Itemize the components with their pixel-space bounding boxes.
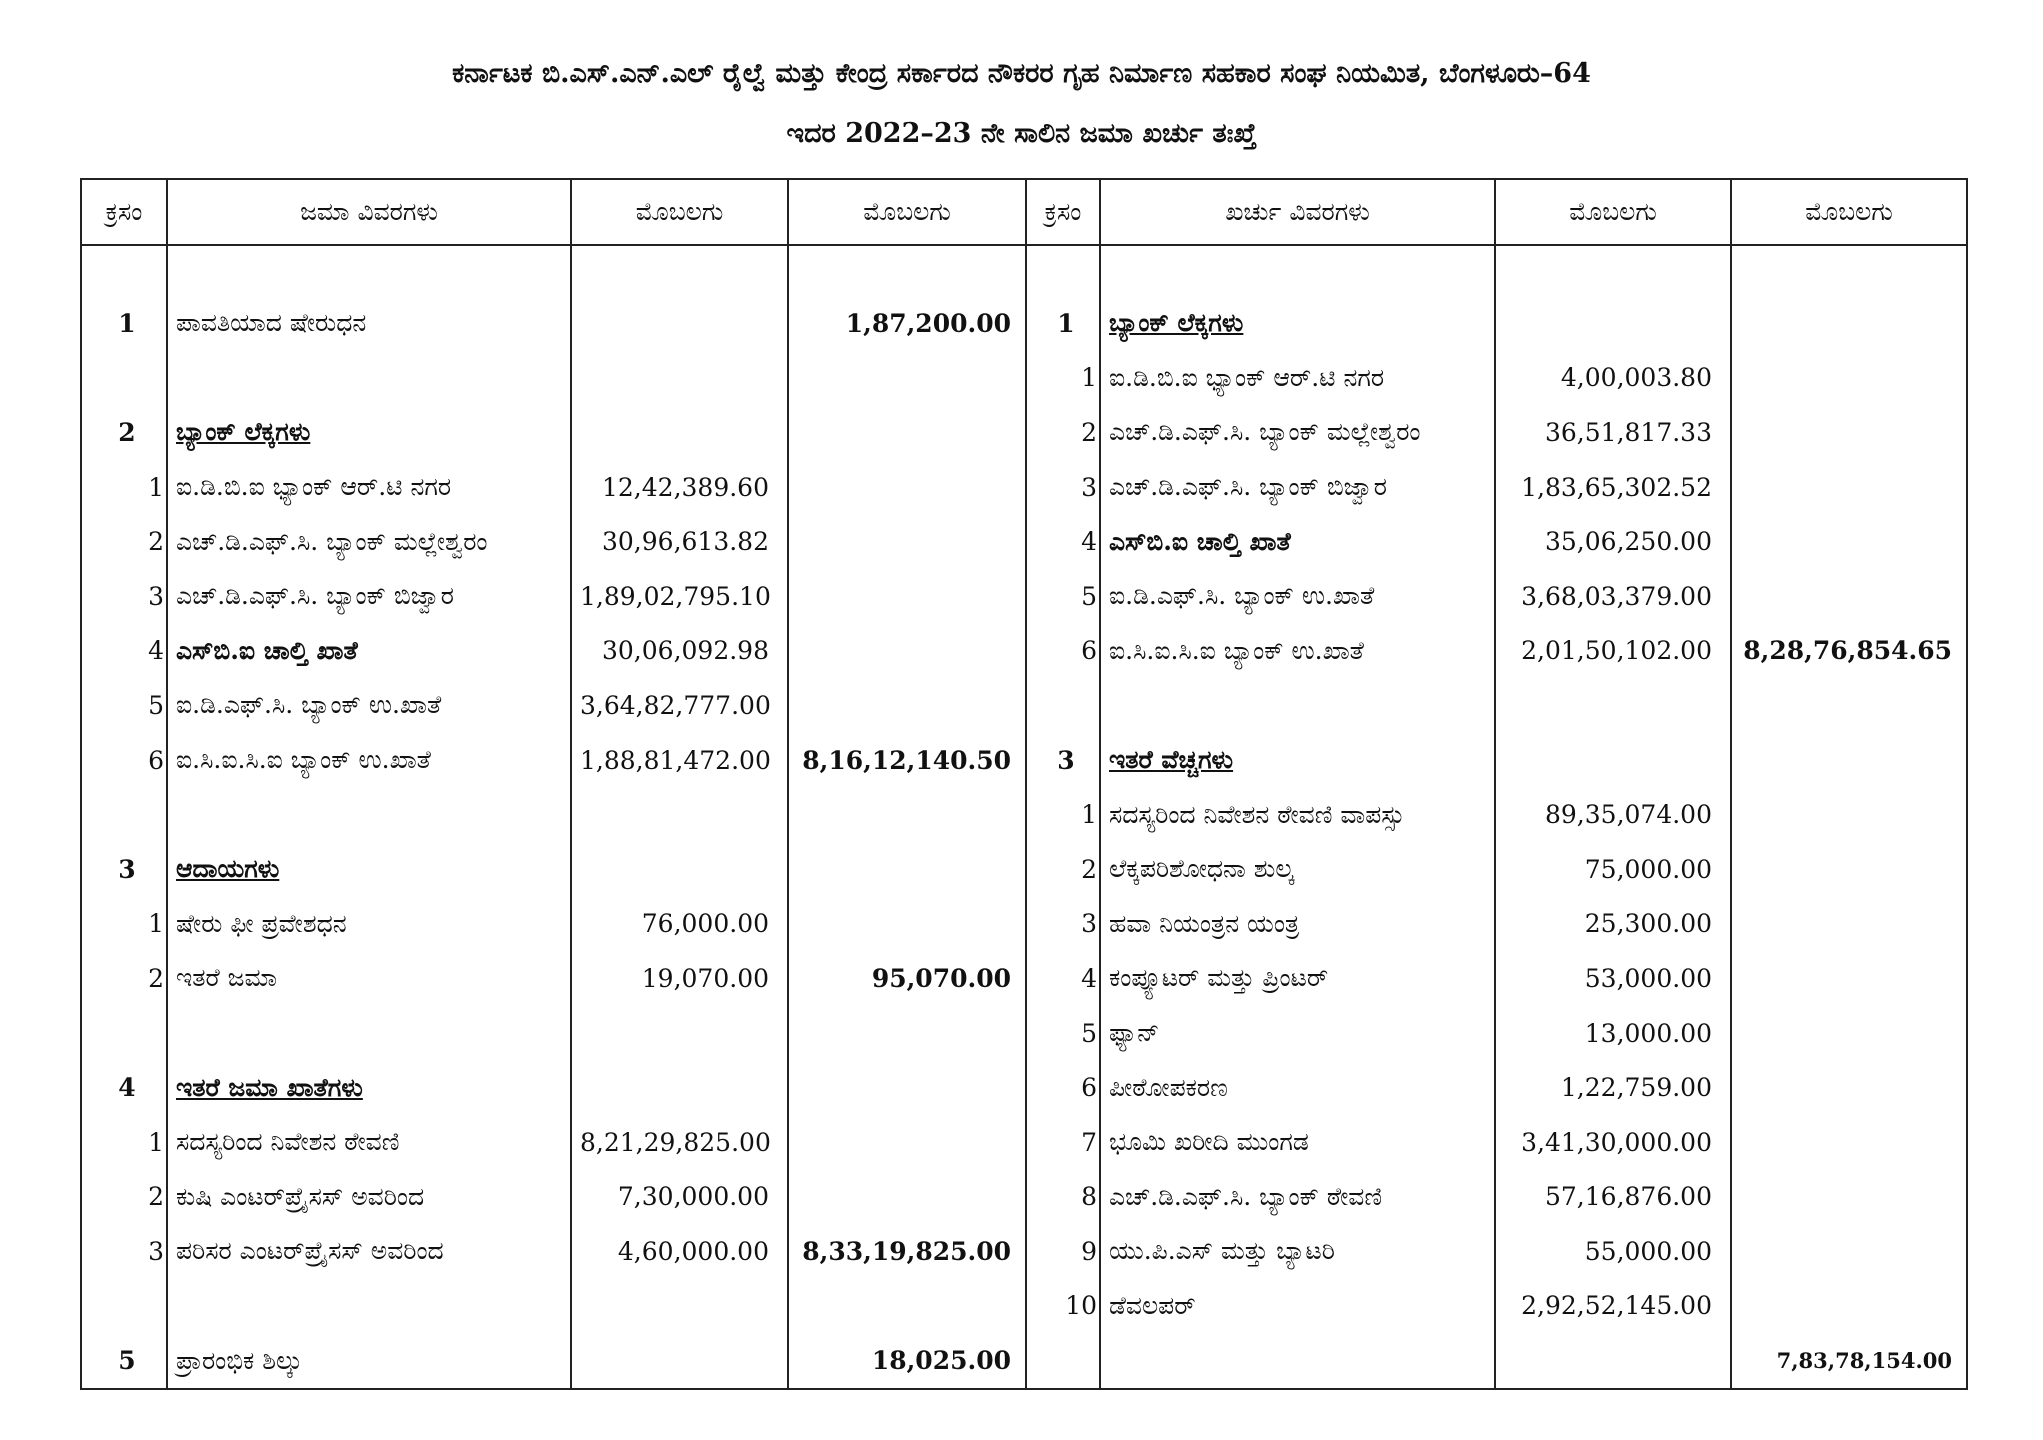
receipt-amount: 3,64,82,777.00 [571, 678, 788, 733]
payment-amount: 2,92,52,145.00 [1495, 1279, 1731, 1334]
receipt-amount [571, 842, 788, 897]
receipt-description: ಎಸ್‌ಬಿ.ಐ ಚಾಲ್ತಿ ಖಾತೆ [167, 624, 571, 679]
payment-amount: 25,300.00 [1495, 897, 1731, 952]
payment-serial: 1 [1026, 296, 1100, 351]
payment-serial: 6 [1026, 624, 1100, 679]
table-row [81, 405, 1967, 460]
header-amount-left-2: ಮೊಬಲಗು [788, 179, 1026, 245]
payment-amount [1495, 1333, 1731, 1389]
table-row [81, 1170, 1967, 1225]
payment-amount: 13,000.00 [1495, 1006, 1731, 1061]
receipt-serial: 2 [81, 951, 167, 1006]
document-subtitle: ಇದರ 2022–23 ನೇ ಸಾಲಿನ ಜಮಾ ಖರ್ಚು ತಃಖ್ತೆ [786, 118, 1257, 149]
payment-total [1731, 1006, 1967, 1061]
payment-total [1731, 245, 1967, 296]
receipt-description: ಐ.ಡಿ.ಎಫ್.ಸಿ. ಬ್ಯಾಂಕ್ ಉ.ಖಾತೆ [167, 678, 571, 733]
receipt-total [788, 245, 1026, 296]
header-sn-right: ಕ್ರಸಂ [1026, 179, 1100, 245]
receipt-serial [81, 787, 167, 842]
payment-amount: 89,35,074.00 [1495, 787, 1731, 842]
header-payments-description: ಖರ್ಚು ವಿವರಗಳು [1100, 179, 1495, 245]
receipt-description: ಷೇರು ಫೀ ಪ್ರವೇಶಧನ [167, 897, 571, 952]
receipt-description: ಕುಷಿ ಎಂಟರ್‌ಪ್ರೈಸಸ್ ಅವರಿಂದ [167, 1170, 571, 1225]
receipt-serial [81, 1006, 167, 1061]
receipt-description [167, 1006, 571, 1061]
payment-serial: 2 [1026, 405, 1100, 460]
payment-description: ಲೆಕ್ಕಪರಿಶೋಧನಾ ಶುಲ್ಕ [1100, 842, 1495, 897]
payment-amount: 53,000.00 [1495, 951, 1731, 1006]
payment-description: ಬ್ಯಾಂಕ್ ಲೆಕ್ಕಗಳು [1100, 296, 1495, 351]
receipt-total: 8,16,12,140.50 [788, 733, 1026, 788]
header-amount-left-1: ಮೊಬಲಗು [571, 179, 788, 245]
receipt-serial [81, 1279, 167, 1334]
table-row [81, 842, 1967, 897]
receipt-amount: 12,42,389.60 [571, 460, 788, 515]
receipt-amount [571, 245, 788, 296]
receipt-total [788, 842, 1026, 897]
receipt-total: 95,070.00 [788, 951, 1026, 1006]
header-sn-left: ಕ್ರಸಂ [81, 179, 167, 245]
payment-amount: 2,01,50,102.00 [1495, 624, 1731, 679]
table-header-row [81, 179, 1967, 245]
payment-description [1100, 678, 1495, 733]
receipt-serial: 4 [81, 1060, 167, 1115]
receipt-amount: 1,89,02,795.10 [571, 569, 788, 624]
payment-amount [1495, 245, 1731, 296]
payment-description: ಐ.ಡಿ.ಬಿ.ಐ ಭ್ಯಾಂಕ್ ಆರ್.ಟಿ ನಗರ [1100, 351, 1495, 406]
payment-description: ಎಚ್.ಡಿ.ಎಫ್.ಸಿ. ಬ್ಯಾಂಕ್ ಮಲ್ಲೇಶ್ವರಂ [1100, 405, 1495, 460]
receipt-amount: 19,070.00 [571, 951, 788, 1006]
receipt-description [167, 787, 571, 842]
table-row [81, 514, 1967, 569]
payment-total [1731, 1224, 1967, 1279]
receipt-amount: 1,88,81,472.00 [571, 733, 788, 788]
receipt-description [167, 1279, 571, 1334]
receipt-description: ಸದಸ್ಯರಿಂದ ನಿವೇಶನ ಠೇವಣಿ [167, 1115, 571, 1170]
payment-total [1731, 733, 1967, 788]
receipt-serial: 2 [81, 1170, 167, 1225]
payment-total [1731, 1115, 1967, 1170]
receipt-serial: 2 [81, 405, 167, 460]
payment-amount: 57,16,876.00 [1495, 1170, 1731, 1225]
receipt-description: ಎಚ್.ಡಿ.ಎಫ್.ಸಿ. ಬ್ಯಾಂಕ್ ಬಿಜ್ವಾರ [167, 569, 571, 624]
payment-total [1731, 351, 1967, 406]
receipt-amount: 30,06,092.98 [571, 624, 788, 679]
payment-description: ಇತರೆ ವೆಚ್ಚಗಳು [1100, 733, 1495, 788]
payment-serial: 6 [1026, 1060, 1100, 1115]
receipt-description [167, 351, 571, 406]
receipt-total [788, 351, 1026, 406]
receipt-serial: 3 [81, 1224, 167, 1279]
receipt-description: ಐ.ಸಿ.ಐ.ಸಿ.ಐ ಬ್ಯಾಂಕ್ ಉ.ಖಾತೆ [167, 733, 571, 788]
receipt-serial: 5 [81, 1333, 167, 1389]
payment-description: ಭೂಮಿ ಖರೀದಿ ಮುಂಗಡ [1100, 1115, 1495, 1170]
receipt-total [788, 1279, 1026, 1334]
payment-description: ಸದಸ್ಯರಿಂದ ನಿವೇಶನ ಠೇವಣಿ ವಾಪಸ್ಸು [1100, 787, 1495, 842]
payment-total [1731, 460, 1967, 515]
payment-total [1731, 897, 1967, 952]
payment-serial: 10 [1026, 1279, 1100, 1334]
payment-serial: 5 [1026, 569, 1100, 624]
receipt-description: ಪ್ರಾರಂಭಿಕ ಶಿಲ್ಕು [167, 1333, 571, 1389]
receipt-amount: 7,30,000.00 [571, 1170, 788, 1225]
payment-serial [1026, 245, 1100, 296]
table-row [81, 1279, 1967, 1334]
receipt-total [788, 1060, 1026, 1115]
payment-description: ಎಸ್‌ಬಿ.ಐ ಚಾಲ್ತಿ ಖಾತೆ [1100, 514, 1495, 569]
receipt-serial: 1 [81, 296, 167, 351]
payment-serial [1026, 678, 1100, 733]
payment-total [1731, 514, 1967, 569]
receipt-serial: 3 [81, 842, 167, 897]
receipt-amount [571, 1060, 788, 1115]
payment-serial: 4 [1026, 951, 1100, 1006]
table-row [81, 787, 1967, 842]
payment-amount: 3,68,03,379.00 [1495, 569, 1731, 624]
receipt-amount: 4,60,000.00 [571, 1224, 788, 1279]
payment-total [1731, 569, 1967, 624]
receipt-total: 1,87,200.00 [788, 296, 1026, 351]
table-row [81, 1115, 1967, 1170]
table-row [81, 624, 1967, 679]
receipt-total [788, 897, 1026, 952]
payment-serial: 4 [1026, 514, 1100, 569]
payment-total [1731, 842, 1967, 897]
receipt-description: ಎಚ್.ಡಿ.ಎಫ್.ಸಿ. ಬ್ಯಾಂಕ್ ಮಲ್ಲೇಶ್ವರಂ [167, 514, 571, 569]
table-row [81, 351, 1967, 406]
payment-serial: 2 [1026, 842, 1100, 897]
receipts-payments-table [80, 178, 1968, 1390]
receipt-total [788, 678, 1026, 733]
table-row [81, 678, 1967, 733]
payment-amount: 4,00,003.80 [1495, 351, 1731, 406]
receipt-amount: 30,96,613.82 [571, 514, 788, 569]
payment-description: ಐ.ಸಿ.ಐ.ಸಿ.ಐ ಬ್ಯಾಂಕ್ ಉ.ಖಾತೆ [1100, 624, 1495, 679]
payment-amount [1495, 733, 1731, 788]
table-row [81, 245, 1967, 296]
receipt-serial: 2 [81, 514, 167, 569]
payment-description: ಡೆವಲಪರ್ [1100, 1279, 1495, 1334]
table-row [81, 1333, 1967, 1389]
receipt-serial [81, 351, 167, 406]
payment-total [1731, 1279, 1967, 1334]
payment-total [1731, 296, 1967, 351]
table-row [81, 733, 1967, 788]
receipt-amount: 8,21,29,825.00 [571, 1115, 788, 1170]
payment-description [1100, 245, 1495, 296]
payment-amount: 75,000.00 [1495, 842, 1731, 897]
receipt-amount [571, 296, 788, 351]
receipt-amount: 76,000.00 [571, 897, 788, 952]
receipt-total [788, 1170, 1026, 1225]
payment-amount: 1,22,759.00 [1495, 1060, 1731, 1115]
header-amount-right-1: ಮೊಬಲಗು [1495, 179, 1731, 245]
receipt-description: ಐ.ಡಿ.ಬಿ.ಐ ಭ್ಯಾಂಕ್ ಆರ್.ಟಿ ನಗರ [167, 460, 571, 515]
payment-total [1731, 678, 1967, 733]
payment-total [1731, 787, 1967, 842]
payment-description: ಯು.ಪಿ.ಎಸ್ ಮತ್ತು ಬ್ಯಾಟರಿ [1100, 1224, 1495, 1279]
receipt-total [788, 624, 1026, 679]
receipt-serial: 1 [81, 1115, 167, 1170]
receipt-total [788, 569, 1026, 624]
payment-amount [1495, 678, 1731, 733]
payment-total [1731, 1170, 1967, 1225]
receipt-total: 18,025.00 [788, 1333, 1026, 1389]
payment-total [1731, 405, 1967, 460]
payment-serial: 9 [1026, 1224, 1100, 1279]
document-title: ಕರ್ನಾಟಕ ಬಿ.ಎಸ್.ಎನ್.ಎಲ್ ರೈಲ್ವೆ ಮತ್ತು ಕೇಂದ್ರ ಸರ್ಕಾರದ ನೌಕರರ ಗೃಹ ನಿರ್ಮಾಣ ಸಹಕಾರ ಸಂಘ ನಿಯಮಿತ, ಬೆಂಗಳೂರು–64 [452, 58, 1591, 89]
receipt-amount [571, 1333, 788, 1389]
receipt-serial: 6 [81, 733, 167, 788]
receipt-total [788, 405, 1026, 460]
payment-description: ಎಚ್.ಡಿ.ಎಫ್.ಸಿ. ಬ್ಯಾಂಕ್ ಬಿಜ್ವಾರ [1100, 460, 1495, 515]
receipt-description: ಬ್ಯಾಂಕ್ ಲೆಕ್ಕಗಳು [167, 405, 571, 460]
receipt-serial: 1 [81, 460, 167, 515]
receipt-description: ಆದಾಯಗಳು [167, 842, 571, 897]
payment-total: 8,28,76,854.65 [1731, 624, 1967, 679]
payment-serial: 3 [1026, 460, 1100, 515]
table-row [81, 296, 1967, 351]
table-row [81, 1060, 1967, 1115]
receipt-amount [571, 1006, 788, 1061]
table-row [81, 1006, 1967, 1061]
payment-serial: 1 [1026, 787, 1100, 842]
payment-serial: 8 [1026, 1170, 1100, 1225]
receipt-description: ಇತರೆ ಜಮಾ [167, 951, 571, 1006]
receipt-total: 8,33,19,825.00 [788, 1224, 1026, 1279]
table-row [81, 1224, 1967, 1279]
payment-amount: 1,83,65,302.52 [1495, 460, 1731, 515]
payment-description: ಕಂಪ್ಯೂಟರ್ ಮತ್ತು ಪ್ರಿಂಟರ್ [1100, 951, 1495, 1006]
table-row [81, 951, 1967, 1006]
payment-description: ಫ್ಯಾನ್ [1100, 1006, 1495, 1061]
receipt-total [788, 787, 1026, 842]
receipt-serial: 4 [81, 624, 167, 679]
receipt-amount [571, 787, 788, 842]
payment-serial: 1 [1026, 351, 1100, 406]
receipt-total [788, 514, 1026, 569]
header-receipts-description: ಜಮಾ ವಿವರಗಳು [167, 179, 571, 245]
receipt-description: ಪಾವತಿಯಾದ ಷೇರುಧನ [167, 296, 571, 351]
table-row [81, 460, 1967, 515]
receipt-serial: 5 [81, 678, 167, 733]
payment-total [1731, 951, 1967, 1006]
payment-amount: 36,51,817.33 [1495, 405, 1731, 460]
payment-description: ಪೀಠೋಪಕರಣ [1100, 1060, 1495, 1115]
receipt-serial [81, 245, 167, 296]
receipt-description: ಇತರೆ ಜಮಾ ಖಾತೆಗಳು [167, 1060, 571, 1115]
receipt-total [788, 460, 1026, 515]
receipt-serial: 3 [81, 569, 167, 624]
receipt-amount [571, 351, 788, 406]
payment-total: 7,83,78,154.00 [1731, 1333, 1967, 1389]
receipt-amount [571, 1279, 788, 1334]
header-amount-right-2: ಮೊಬಲಗು [1731, 179, 1967, 245]
payment-serial: 7 [1026, 1115, 1100, 1170]
receipt-total [788, 1115, 1026, 1170]
payment-serial [1026, 1333, 1100, 1389]
receipt-description: ಪರಿಸರ ಎಂಟರ್‌ಪ್ರೈಸಸ್ ಅವರಿಂದ [167, 1224, 571, 1279]
table-row [81, 569, 1967, 624]
receipt-total [788, 1006, 1026, 1061]
payment-total [1731, 1060, 1967, 1115]
payment-description: ಐ.ಡಿ.ಎಫ್.ಸಿ. ಬ್ಯಾಂಕ್ ಉ.ಖಾತೆ [1100, 569, 1495, 624]
receipt-description [167, 245, 571, 296]
table-row [81, 897, 1967, 952]
payment-serial: 3 [1026, 733, 1100, 788]
payment-serial: 5 [1026, 1006, 1100, 1061]
payment-amount [1495, 296, 1731, 351]
payment-serial: 3 [1026, 897, 1100, 952]
payment-amount: 35,06,250.00 [1495, 514, 1731, 569]
payment-description: ಎಚ್.ಡಿ.ಎಫ್.ಸಿ. ಬ್ಯಾಂಕ್ ಠೇವಣಿ [1100, 1170, 1495, 1225]
payment-amount: 3,41,30,000.00 [1495, 1115, 1731, 1170]
receipt-serial: 1 [81, 897, 167, 952]
payment-description: ಹವಾ ನಿಯಂತ್ರನ ಯಂತ್ರ [1100, 897, 1495, 952]
payment-amount: 55,000.00 [1495, 1224, 1731, 1279]
receipt-amount [571, 405, 788, 460]
payment-description [1100, 1333, 1495, 1389]
